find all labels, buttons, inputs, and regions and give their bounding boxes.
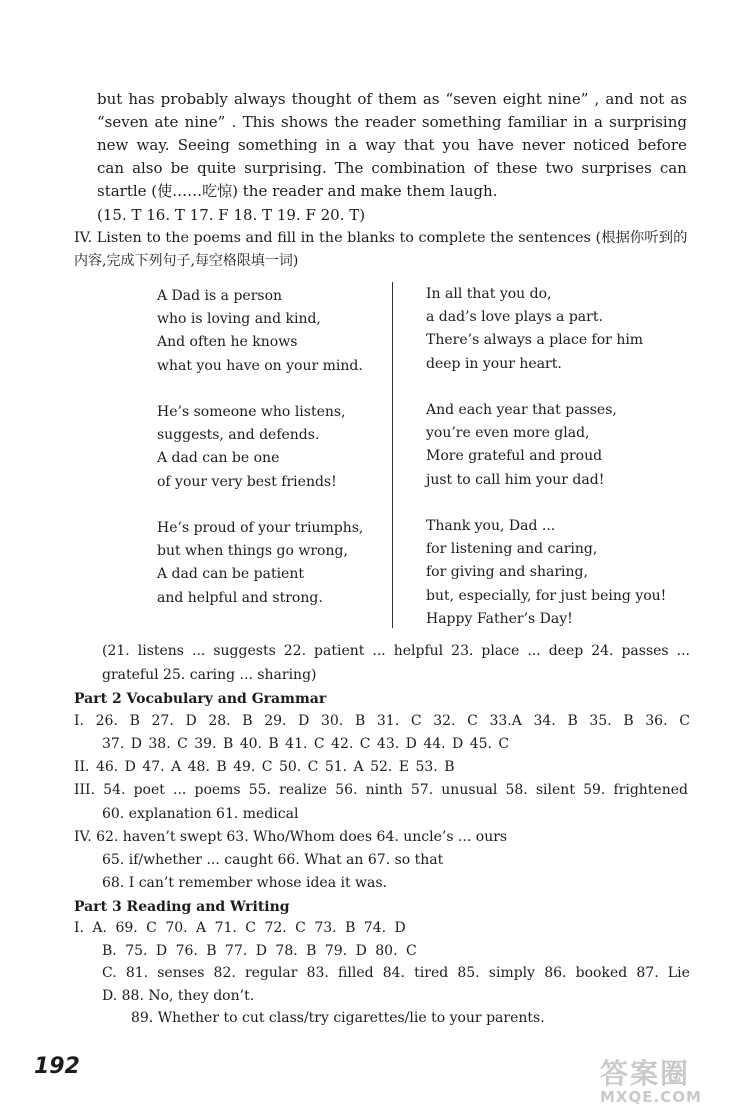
poem-line: He’s someone who listens, xyxy=(157,404,346,420)
poem-line: a dad’s love plays a part. xyxy=(426,309,603,326)
poem-line: Happy Father’s Day! xyxy=(426,610,573,627)
watermark-logo xyxy=(600,1052,740,1106)
answer-line: B. 75. D 76. B 77. D 78. B 79. D 80. C xyxy=(102,943,417,959)
poem-line: what you have on your mind. xyxy=(157,357,363,374)
poem-line: but, especially, for just being you! xyxy=(426,587,667,604)
answer-line: 60. explanation 61. medical xyxy=(102,806,299,822)
section-iv-instruction-cn: 内容,完成下列句子,每空格限填一词) xyxy=(74,253,299,269)
part3-heading: Part 3 Reading and Writing xyxy=(74,899,290,915)
poem-line: And often he knows xyxy=(157,334,298,351)
answer-line: 65. if/whether ... caught 66. What an 67. so that xyxy=(102,852,444,868)
poem-line: and helpful and strong. xyxy=(157,589,323,606)
poem-line: Thank you, Dad ... xyxy=(426,518,556,534)
answer-line: D. 88. No, they don’t. xyxy=(102,988,255,1004)
poem-line: you’re even more glad, xyxy=(426,425,590,442)
answer-line: C. 81. senses 82. regular 83. filled 84. tired 85. simply 86. booked 87. Lie xyxy=(102,965,690,981)
watermark-url: MXQE.COM xyxy=(600,1088,702,1106)
answer-line: 37. D 38. C 39. B 40. B 41. C 42. C 43. D 44. D 45. C xyxy=(102,736,510,752)
answer-line: 68. I can’t remember whose idea it was. xyxy=(102,875,388,891)
answer-line: IV. 62. haven’t swept 63. Who/Whom does 64. uncle’s ... ours xyxy=(74,829,508,845)
poem-left-column xyxy=(157,285,363,610)
poem-line: A Dad is a person xyxy=(157,288,283,304)
passage-line: startle (使……吃惊) the reader and make them laugh. xyxy=(97,182,498,200)
poem-line: And each year that passes, xyxy=(426,402,617,418)
passage-line: new way. Seeing something in a way that you have never noticed before xyxy=(97,136,687,154)
poem-divider xyxy=(392,282,393,628)
poem-line: for listening and caring, xyxy=(426,541,598,558)
poem-line: of your very best friends! xyxy=(157,473,337,490)
poem-line: who is loving and kind, xyxy=(157,311,321,328)
poem-line: A dad can be patient xyxy=(157,566,304,583)
answer-line: III. 54. poet ... poems 55. realize 56. ninth 57. unusual 58. silent 59. frightened xyxy=(74,782,688,798)
part2-heading: Part 2 Vocabulary and Grammar xyxy=(74,691,327,707)
answer-line: II. 46. D 47. A 48. B 49. C 50. C 51. A 52. E 53. B xyxy=(74,759,455,775)
poem-line: More grateful and proud xyxy=(426,448,603,465)
passage-line: can also be quite surprising. The combination of these two surprises can xyxy=(97,159,687,177)
answer-line: I. 26. B 27. D 28. B 29. D 30. B 31. C 32. C 33.A 34. B 35. B 36. C xyxy=(74,713,690,729)
poem-line: He’s proud of your triumphs, xyxy=(157,520,364,536)
answer-line-15-20: (15. T 16. T 17. F 18. T 19. F 20. T) xyxy=(97,206,366,224)
poem-right-column xyxy=(426,283,666,631)
passage-line: “seven ate nine” . This shows the reader something familiar in a surprising xyxy=(97,113,687,131)
poem-line: deep in your heart. xyxy=(426,355,562,372)
passage-line: but has probably always thought of them as “seven eight nine” , and not as xyxy=(97,90,687,108)
poem-line: In all that you do, xyxy=(426,286,552,302)
answer-line: I. A. 69. C 70. A 71. C 72. C 73. B 74. D xyxy=(74,920,406,936)
answer-line-21-25: grateful 25. caring ... sharing) xyxy=(102,667,317,683)
answer-line: 89. Whether to cut class/try cigarettes/lie to your parents. xyxy=(131,1010,545,1026)
watermark-text: 答案圈 xyxy=(600,1057,691,1090)
page-number: 192 xyxy=(34,1054,80,1079)
poem-line: There’s always a place for him xyxy=(426,332,644,349)
poem-line: A dad can be one xyxy=(157,450,280,467)
poem-line: just to call him your dad! xyxy=(426,471,605,488)
answer-line-21-25: (21. listens ... suggests 22. patient ... helpful 23. place ... deep 24. passes ... xyxy=(102,643,690,659)
poem-line: suggests, and defends. xyxy=(157,427,320,444)
poem-line: but when things go wrong, xyxy=(157,543,348,560)
poem-line: for giving and sharing, xyxy=(426,564,588,581)
section-iv-instruction: IV. Listen to the poems and fill in the blanks to complete the sentences (根据你听到的 xyxy=(74,230,688,246)
